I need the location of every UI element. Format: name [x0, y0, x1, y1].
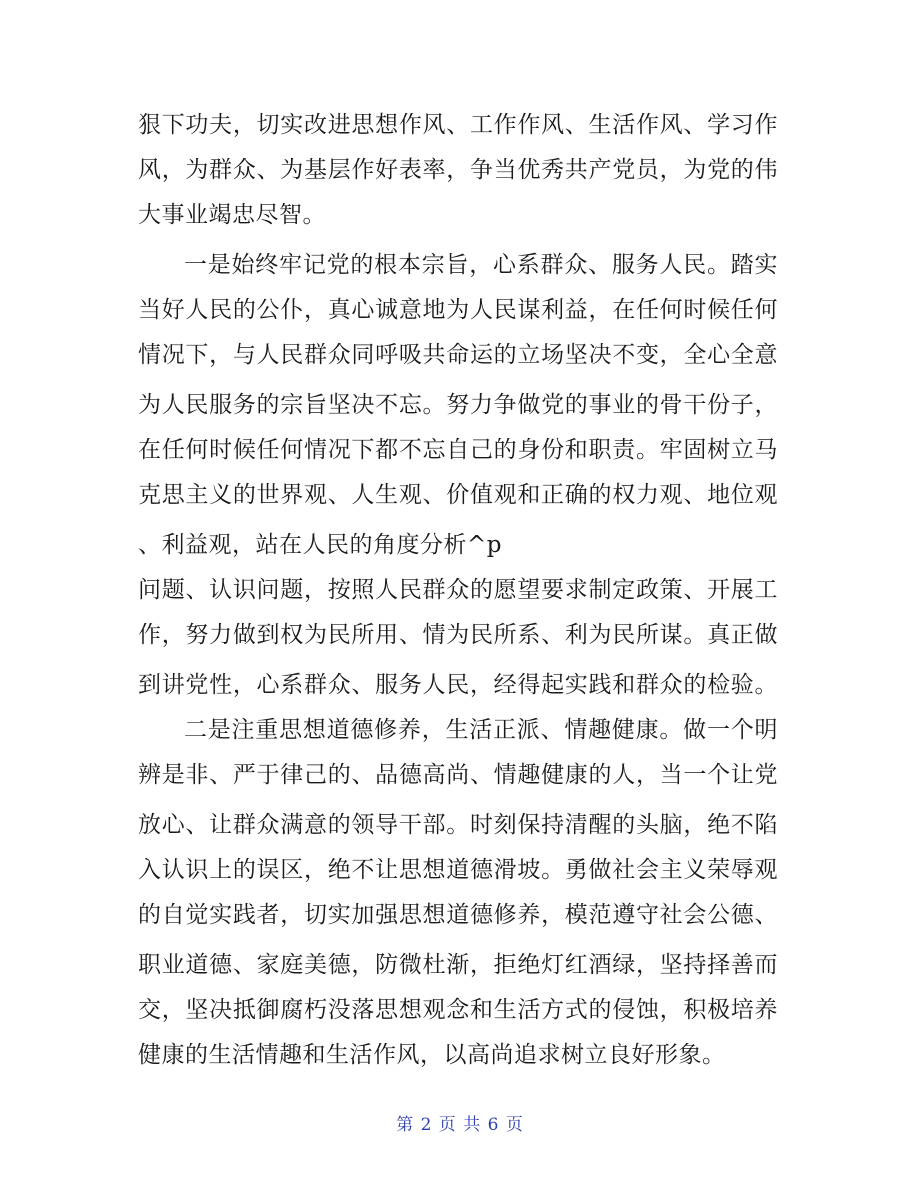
- paragraph-line: 放心、让群众满意的领导干部。时刻保持清醒的头脑，绝不陷: [138, 812, 778, 838]
- paragraph-line: 交，坚决抵御腐朽没落思想观念和生活方式的侵蚀，积极培养: [138, 997, 778, 1023]
- paragraph-line: 一是始终牢记党的根本宗旨，心系群众、服务人民。踏实: [184, 252, 778, 278]
- paragraph-line: 辨是非、严于律己的、品德高尚、情趣健康的人，当一个让党: [138, 762, 778, 788]
- paragraph-line: 狠下功夫，切实改进思想作风、工作作风、生活作风、学习作: [138, 112, 778, 138]
- paragraph-line: 、利益观，站在人民的角度分析^p: [138, 532, 502, 558]
- paragraph-line: 大事业竭忠尽智。: [138, 202, 326, 228]
- paragraph-line: 克思主义的世界观、人生观、价值观和正确的权力观、地位观: [138, 482, 778, 508]
- paragraph-line: 入认识上的误区，绝不让思想道德滑坡。勇做社会主义荣辱观: [138, 857, 778, 883]
- paragraph-line: 作，努力做到权为民所用、情为民所系、利为民所谋。真正做: [138, 622, 778, 648]
- paragraph-line: 的自觉实践者，切实加强思想道德修养，模范遵守社会公德、: [138, 902, 778, 928]
- paragraph-line: 在任何时候任何情况下都不忘自己的身份和职责。牢固树立马: [138, 437, 778, 463]
- paragraph-line: 情况下，与人民群众同呼吸共命运的立场坚决不变，全心全意: [138, 342, 778, 368]
- paragraph-line: 为人民服务的宗旨坚决不忘。努力争做党的事业的骨干份子，: [138, 392, 778, 418]
- paragraph-line: 问题、认识问题，按照人民群众的愿望要求制定政策、开展工: [138, 577, 778, 603]
- page-number-footer: 第 2 页 共 6 页: [396, 1115, 524, 1135]
- paragraph-line: 到讲党性，心系群众、服务人民，经得起实践和群众的检验。: [138, 672, 778, 698]
- paragraph-line: 健康的生活情趣和生活作风，以高尚追求树立良好形象。: [138, 1042, 726, 1068]
- paragraph-line: 职业道德、家庭美德，防微杜渐，拒绝灯红酒绿，坚持择善而: [138, 952, 778, 978]
- paragraph-line: 当好人民的公仆，真心诚意地为人民谋利益，在任何时候任何: [138, 297, 778, 323]
- paragraph-line: 二是注重思想道德修养，生活正派、情趣健康。做一个明: [184, 717, 778, 743]
- paragraph-line: 风，为群众、为基层作好表率，争当优秀共产党员，为党的伟: [138, 157, 778, 183]
